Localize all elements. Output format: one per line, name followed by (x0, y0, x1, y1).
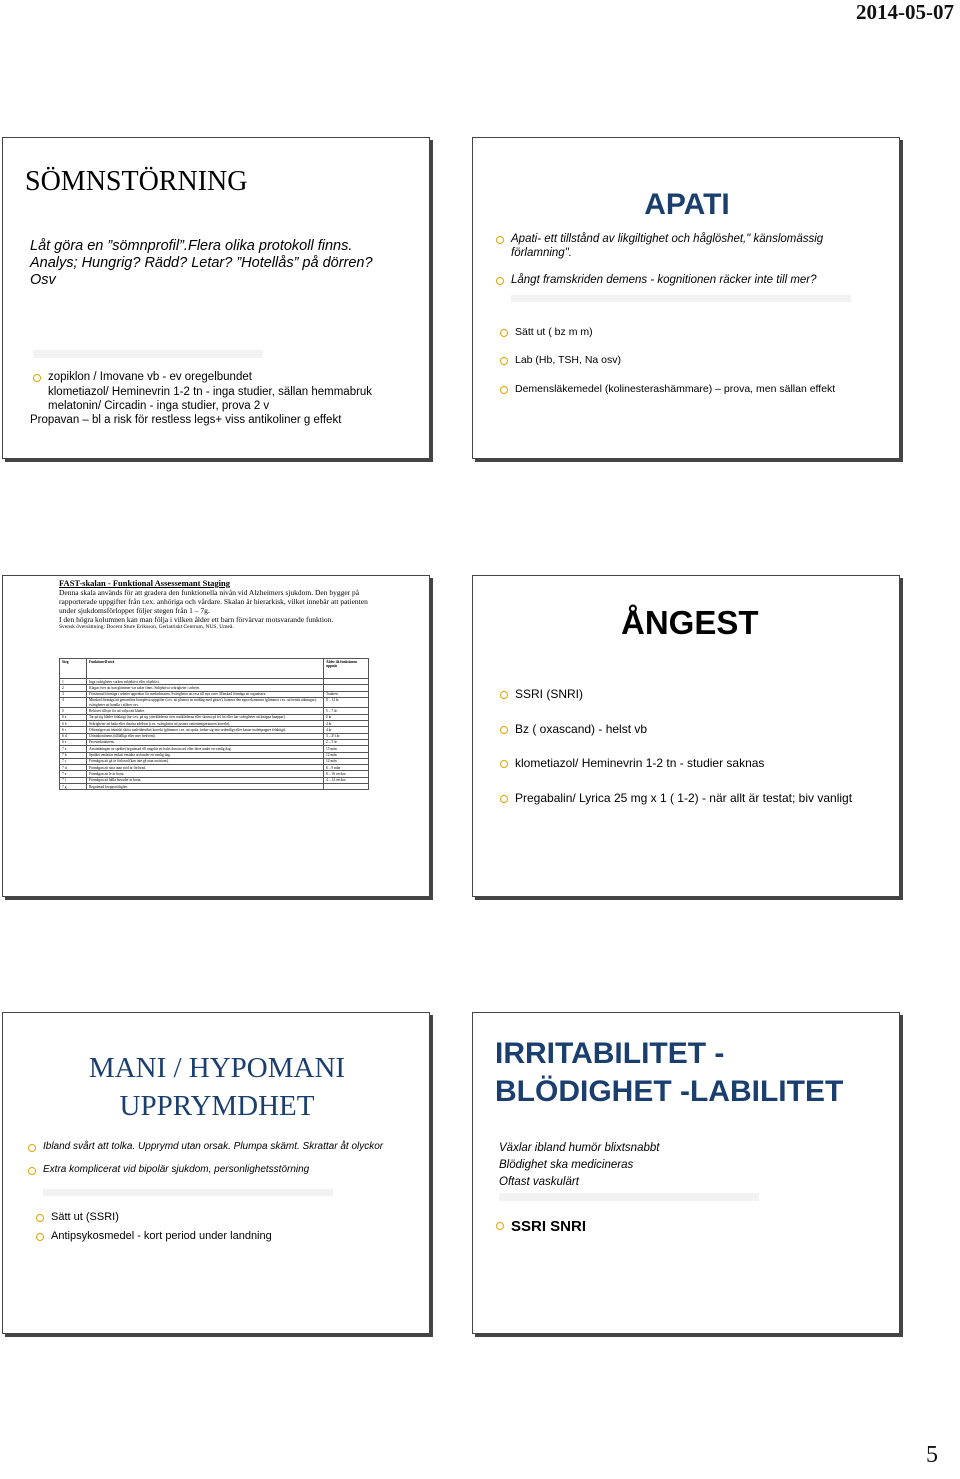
faint-line (511, 295, 851, 302)
age-cell: 8 – 16 veckor (324, 771, 369, 777)
description-text (499, 1140, 659, 1191)
fast-heading: FAST-skalan - Funktional Assessemant Staging (59, 578, 230, 588)
function-cell: Försämrad förmåga i arbetet uppenbar för medarbetarna. Svårigheter att resa till nya orter. Minskad förmåga att organisera. (87, 691, 324, 697)
list-item: klometiazol/ Heminevrin 1-2 tn - studier saknas (515, 756, 765, 770)
age-cell: 5 – 7 år (324, 708, 369, 714)
intro-line: Osv (30, 272, 56, 288)
slide-mani (2, 1012, 430, 1334)
age-cell: 8 – 12 år (324, 697, 369, 708)
age-cell: 12 mån (324, 752, 369, 758)
table-row (60, 697, 369, 708)
text-line: Oftast vaskulärt (499, 1176, 579, 1188)
list-item: Bz ( oxascand) - helst vb (515, 722, 648, 736)
function-cell: Förmågan att sitta utan stöd är förlorad. (87, 765, 324, 771)
list-item: Pregabalin/ Lyrica 25 mg x 1 ( 1-2) - när allt är testat; biv vanligt (515, 791, 853, 805)
text-line: Växlar ibland humör blixtsnabbt (499, 1142, 660, 1154)
step-cell: 6 b (60, 721, 87, 727)
text-line: Blödighet ska medicineras (499, 1159, 634, 1171)
fast-table (59, 658, 369, 790)
table-row (60, 784, 369, 790)
function-cell: Klagar över att han glömmer var saker finns. Subjektiva svårigheter i arbetet. (87, 685, 324, 691)
list-item: klometiazol/ Heminevrin 1-2 tn - inga studier, sällan hemmabruk (48, 386, 373, 398)
step-cell: 7 a (60, 746, 87, 752)
column-header: Ålder då funktionen uppnås (324, 659, 369, 679)
list-item: Antipsykosmedel - kort period under landning (51, 1230, 272, 1242)
fast-credit: Svensk översättning: Docent Sture Eriksson, Geriatriskt Centrum, NUS, Umeå. (59, 624, 234, 630)
step-cell: 4 (60, 697, 87, 708)
slide-title: APATI (644, 188, 730, 221)
function-cell: Tar på sig kläder felaktigt (tar t.ex. på sig ytterkläderna över nattkläderna eller skorna på fel fot eller har svårigheter att knäppa knappar). (87, 714, 324, 720)
step-cell: 2 (60, 685, 87, 691)
intro-text (30, 238, 373, 289)
step-cell: 7 g (60, 784, 87, 790)
function-cell: Urininkontinens (tillfälligt eller mer frekvent). (87, 733, 324, 739)
step-cell: 6 a (60, 714, 87, 720)
age-cell: 3 – 4½ år (324, 733, 369, 739)
table-header-row (60, 659, 369, 679)
slide-apati (472, 137, 900, 459)
function-cell: Förmågan att gå är förlorad (kan inte gå utan assistans). (87, 758, 324, 764)
fast-description: I den högra kolumnen kan man följa i vilken ålder ett barn förvärvar motsvarande funktion. (59, 615, 334, 624)
fast-description: Denna skala används för att gradera den funktionella nivån vid Alzheimers sjukdom. Den bygger på rapporterade uppgifter från t.ex. anhöriga och vårdare. Skalan är hierarkisk, vilket innebär att patienten under sjukdomsförloppet följer stegen från 1 – 7g. (59, 588, 368, 615)
function-cell: Begränsad kroppsrörlighet. (87, 784, 324, 790)
function-cell: Fecesinkontinens. (87, 739, 324, 745)
function-cell: Oförmögen att tekniskt sköta toalettbesöket korrekt (glömmer t.ex. att spola, torkar sig inte ordentligt eller kastar toalettpapper felaktigt). (87, 727, 324, 733)
list-item: Apati- ett tillstånd av likgiltighet och håglöshet," känslomässig förlamning". (511, 232, 881, 260)
step-cell: 7 e (60, 771, 87, 777)
page-date: 2014-05-07 (856, 0, 954, 24)
column-header: Funktionell nivå (87, 659, 324, 679)
function-cell: Behöver tillsyn för att välja rätt kläder. (87, 708, 324, 714)
faint-line (33, 350, 263, 358)
step-cell: 3 (60, 691, 87, 697)
faint-line (43, 1189, 333, 1196)
step-cell: 6 e (60, 739, 87, 745)
slide-irritabilitet (472, 1012, 900, 1334)
list-item: melatonin/ Circadin - inga studier, prova 2 v (48, 400, 270, 412)
step-cell: 7 b (60, 752, 87, 758)
age-cell: 2 – 3 år (324, 739, 369, 745)
column-header: Steg (60, 659, 87, 679)
title-line: MANI / HYPOMANI (88, 1052, 346, 1084)
function-cell: Inga svårigheter varken subjektivt eller objektivt. (87, 679, 324, 685)
step-cell: 7 f (60, 777, 87, 783)
list-item: SSRI SNRI (511, 1218, 587, 1235)
title-line: UPPRYMDHET (119, 1090, 315, 1122)
age-cell: 4 år (324, 727, 369, 733)
slide-title (3, 1049, 430, 1125)
function-cell: Svårigheter att bada eller duscha adekvat (t.ex. svårigheter att justera vattentemperaturen korrekt). (87, 721, 324, 727)
age-cell: 4 – 12 veckor (324, 777, 369, 783)
age-cell: 15 mån (324, 746, 369, 752)
list-item: Sätt ut (SSRI) (51, 1211, 119, 1223)
age-cell: 6 – 9 mån (324, 765, 369, 771)
fast-header (59, 579, 379, 631)
slide-title (495, 1035, 843, 1111)
faint-line (499, 1193, 759, 1201)
list-item: Demensläkemedel (kolinesterashämmare) – prova, men sällan effekt (515, 383, 836, 395)
title-line: BLÖDIGHET -LABILITET (495, 1075, 844, 1108)
slide-somnstorning (2, 137, 430, 459)
intro-line: Låt göra en ”sömnprofil”.Flera olika protokoll finns. (30, 238, 353, 254)
step-cell: 6 d (60, 733, 87, 739)
age-cell (324, 784, 369, 790)
function-cell: Minskad förmåga att genomföra komplexa uppgifter (t.ex. att planera en middag med gäster), hantera den egna ekonomin (glömmer t.ex. att betala räkningar), svårigheter att handla i affärer osv. (87, 697, 324, 708)
age-cell: 4 år (324, 721, 369, 727)
page-number: 5 (926, 1442, 938, 1468)
function-cell: Språket omfattar endast enstaka ord under en vanlig dag. (87, 752, 324, 758)
step-cell: 6 c (60, 727, 87, 733)
function-cell: Förmågan att hålla huvudet är borta. (87, 777, 324, 783)
list-item: Ibland svårt att tolka. Upprymd utan orsak. Plumpa skämt. Skrattar åt olyckor (43, 1141, 384, 1152)
age-cell: Tonåren (324, 691, 369, 697)
age-cell: 12 mån (324, 758, 369, 764)
list-item: Propavan – bl a risk för restless legs+ viss antikoliner g effekt (30, 414, 342, 426)
slide-fast-skalan (2, 575, 430, 897)
list-item: SSRI (SNRI) (515, 687, 584, 701)
list-item: Extra komplicerat vid bipolär sjukdom, personlighetsstörning (43, 1164, 310, 1175)
age-cell: 5 år (324, 714, 369, 720)
list-item: Lab (Hb, TSH, Na osv) (515, 354, 622, 366)
title-line: IRRITABILITET - (495, 1037, 725, 1070)
slide-title: ÅNGEST (621, 604, 759, 641)
slide-title: SÖMNSTÖRNING (25, 166, 248, 197)
function-cell: Förmågan att le är borta. (87, 771, 324, 777)
list-item: Långt framskriden demens - kognitionen räcker inte till mer? (511, 274, 817, 286)
slide-angest (472, 575, 900, 897)
function-cell: Användningen av språket begränsad till ungefär ett halvt dussin ord eller färre under en vanlig dag. (87, 746, 324, 752)
step-cell: 1 (60, 679, 87, 685)
intro-line: Analys; Hungrig? Rädd? Letar? ”Hotellås” på dörren? (30, 255, 373, 271)
step-cell: 7 d (60, 765, 87, 771)
list-item: Sätt ut ( bz m m) (515, 326, 593, 338)
list-item: zopiklon / Imovane vb - ev oregelbundet (48, 371, 252, 383)
step-cell: 7 c (60, 758, 87, 764)
step-cell: 5 (60, 708, 87, 714)
